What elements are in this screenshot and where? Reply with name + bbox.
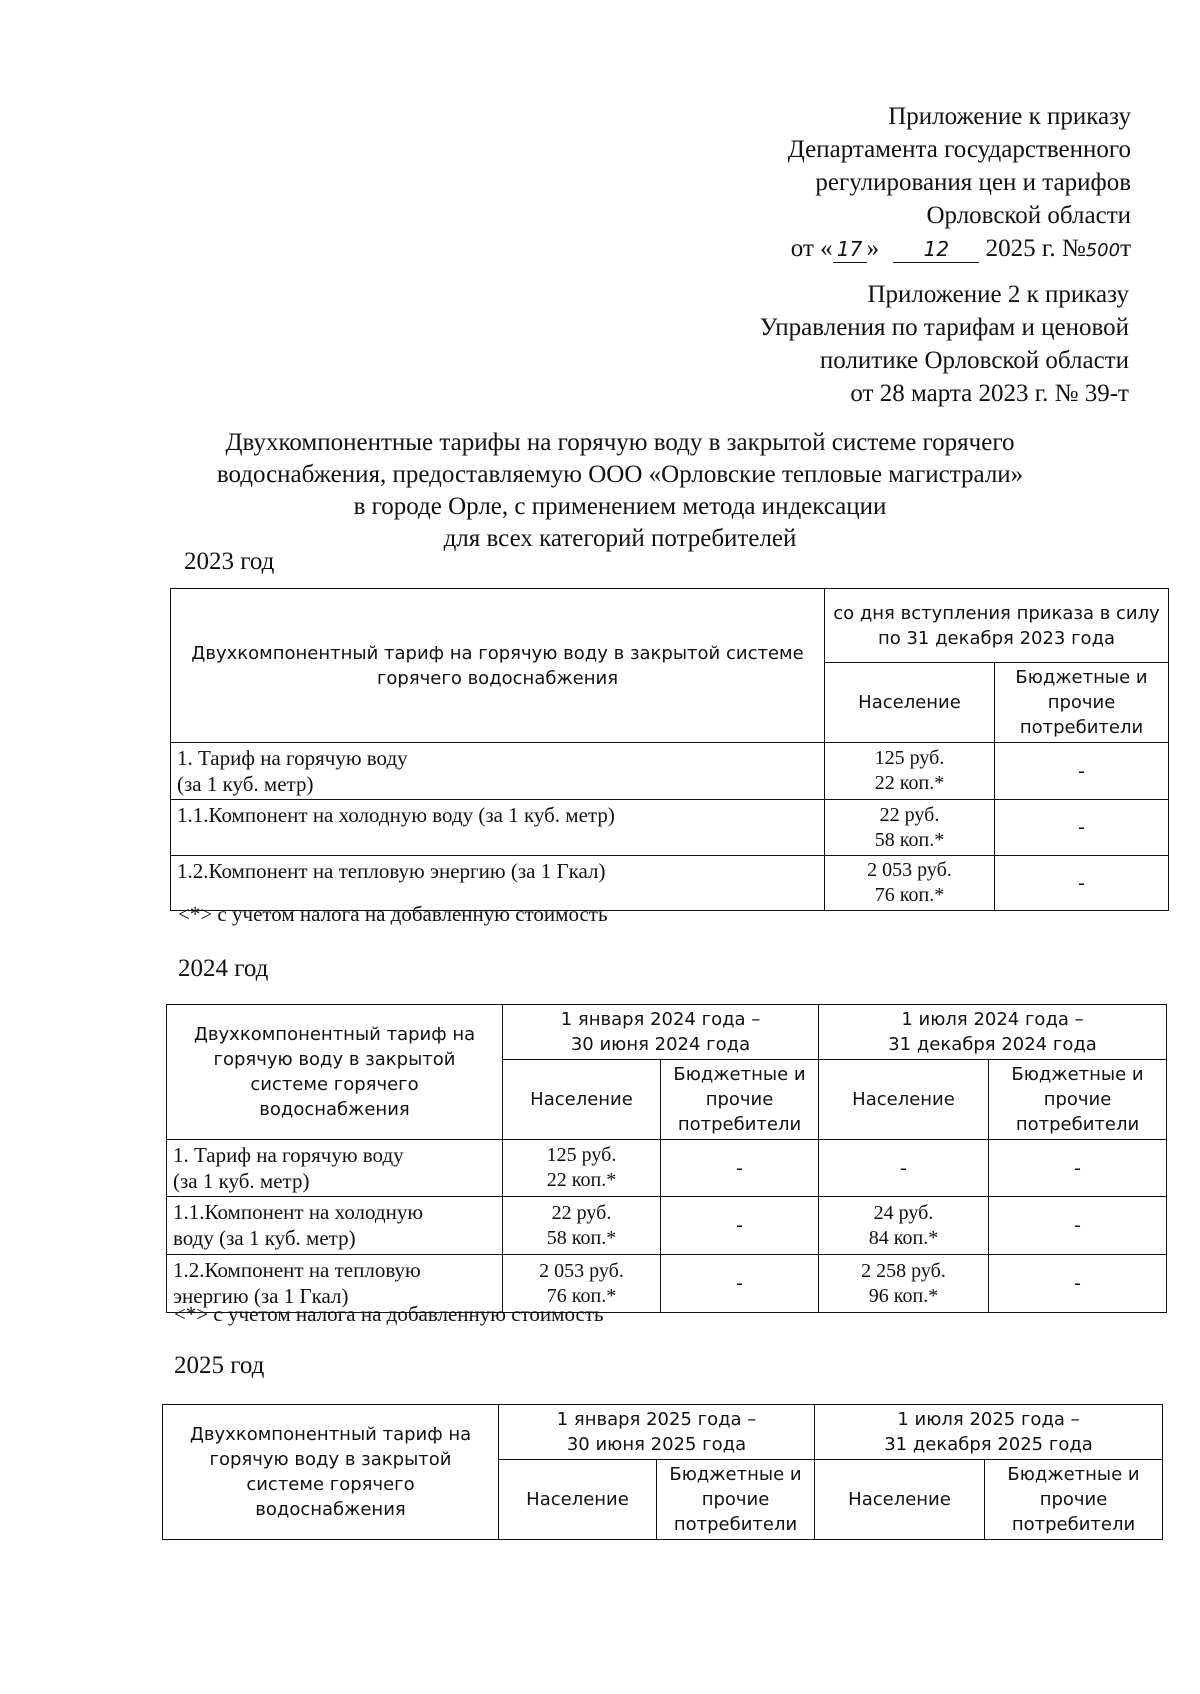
- table-header-main: Двухкомпонентный тариф на горячую воду в закрытой системе горячего водоснабжения: [163, 1405, 499, 1540]
- handwritten-number: 500: [1085, 240, 1121, 261]
- population-value: 24 руб. 84 коп.*: [819, 1197, 989, 1255]
- row-label: 1.1.Компонент на холодную воду (за 1 куб. метр): [167, 1197, 503, 1255]
- period-header-second-half: 1 июля 2024 года – 31 декабря 2024 года: [819, 1005, 1167, 1060]
- population-value: 2 053 руб. 76 коп.*: [825, 856, 995, 911]
- year-heading-2025: 2025 год: [174, 1352, 265, 1379]
- footnote-2024: <*> с учетом налога на добавленную стоимость: [174, 1302, 604, 1326]
- table-header-main: Двухкомпонентный тариф на горячую воду в закрытой системе горячего водоснабжения: [171, 589, 825, 743]
- date-mid: »: [866, 235, 880, 262]
- tariff-table-2025: [162, 1404, 1163, 1540]
- period-header-first-half: 1 января 2025 года – 30 июня 2025 года: [499, 1405, 815, 1460]
- population-value: 2 258 руб. 96 коп.*: [819, 1255, 989, 1313]
- document-title: [160, 427, 1080, 555]
- amended-order-header: [760, 278, 1129, 410]
- column-header-budget: Бюджетные и прочие потребители: [985, 1460, 1163, 1540]
- population-value: 22 руб. 58 коп.*: [825, 800, 995, 856]
- header-line: Управления по тарифам и ценовой: [759, 314, 1129, 341]
- handwritten-month: 12: [893, 236, 979, 263]
- header-line: Приложение к приказу: [888, 103, 1131, 130]
- header-line: регулирования цен и тарифов: [815, 169, 1131, 196]
- header-line: Приложение 2 к приказу: [867, 281, 1129, 308]
- column-header-population: Население: [825, 663, 995, 743]
- number-suffix: т: [1120, 235, 1131, 262]
- header-line: политике Орловской области: [819, 347, 1129, 374]
- column-header-budget: Бюджетные и прочие потребители: [995, 663, 1169, 743]
- column-header-budget: Бюджетные и прочие потребители: [989, 1060, 1167, 1140]
- year-heading-2023: 2023 год: [184, 548, 275, 575]
- population-value: 125 руб. 22 коп.*: [503, 1140, 661, 1197]
- date-prefix: от «: [790, 235, 833, 262]
- budget-value: -: [995, 800, 1169, 856]
- order-date-line: [788, 232, 1131, 267]
- budget-value: -: [989, 1255, 1167, 1313]
- population-value: 125 руб. 22 коп.*: [825, 743, 995, 800]
- column-header-budget: Бюджетные и прочие потребители: [657, 1460, 815, 1540]
- period-header-second-half: 1 июля 2025 года – 31 декабря 2025 года: [815, 1405, 1163, 1460]
- budget-value: -: [995, 743, 1169, 800]
- header-line: Департамента государственного: [787, 136, 1131, 163]
- budget-value: -: [995, 856, 1169, 911]
- population-value: 22 руб. 58 коп.*: [503, 1197, 661, 1255]
- column-header-budget: Бюджетные и прочие потребители: [661, 1060, 819, 1140]
- tariff-table-2024: [166, 1004, 1167, 1313]
- handwritten-day: 17: [833, 236, 867, 263]
- title-line: в городе Орле, с применением метода индексации: [353, 493, 887, 520]
- column-header-population: Население: [499, 1460, 657, 1540]
- title-line: водоснабжения, предоставляемую ООО «Орловские тепловые магистрали»: [216, 461, 1024, 488]
- row-label: 1.2.Компонент на тепловую энергию (за 1 Гкал): [171, 856, 825, 911]
- table-header-main: Двухкомпонентный тариф на горячую воду в закрытой системе горячего водоснабжения: [167, 1005, 503, 1140]
- title-line: для всех категорий потребителей: [443, 525, 797, 552]
- column-header-population: Население: [819, 1060, 989, 1140]
- column-header-population: Население: [503, 1060, 661, 1140]
- period-header-first-half: 1 января 2024 года – 30 июня 2024 года: [503, 1005, 819, 1060]
- population-value: -: [819, 1140, 989, 1197]
- budget-value: -: [661, 1255, 819, 1313]
- row-label: 1.1.Компонент на холодную воду (за 1 куб. метр): [171, 800, 825, 856]
- row-label: 1. Тариф на горячую воду (за 1 куб. метр): [171, 743, 825, 800]
- column-header-population: Население: [815, 1460, 985, 1540]
- header-line: от 28 марта 2023 г. № 39-т: [850, 380, 1129, 407]
- period-header: со дня вступления приказа в силу по 31 декабря 2023 года: [825, 589, 1169, 663]
- footnote-2023: <*> с учетом налога на добавленную стоимость: [178, 902, 608, 926]
- date-suffix: 2025 г. №: [985, 235, 1086, 262]
- tariff-table-2023: [170, 588, 1169, 911]
- population-value: 2 053 руб. 76 коп.*: [503, 1255, 661, 1313]
- budget-value: -: [661, 1197, 819, 1255]
- row-label: 1.2.Компонент на тепловую энергию (за 1 Гкал): [167, 1255, 503, 1313]
- budget-value: -: [989, 1197, 1167, 1255]
- budget-value: -: [661, 1140, 819, 1197]
- year-heading-2024: 2024 год: [178, 955, 269, 982]
- budget-value: -: [989, 1140, 1167, 1197]
- row-label: 1. Тариф на горячую воду (за 1 куб. метр): [167, 1140, 503, 1197]
- title-line: Двухкомпонентные тарифы на горячую воду в закрытой системе горячего: [225, 429, 1015, 456]
- header-line: Орловской области: [926, 202, 1131, 229]
- order-header: [788, 100, 1131, 267]
